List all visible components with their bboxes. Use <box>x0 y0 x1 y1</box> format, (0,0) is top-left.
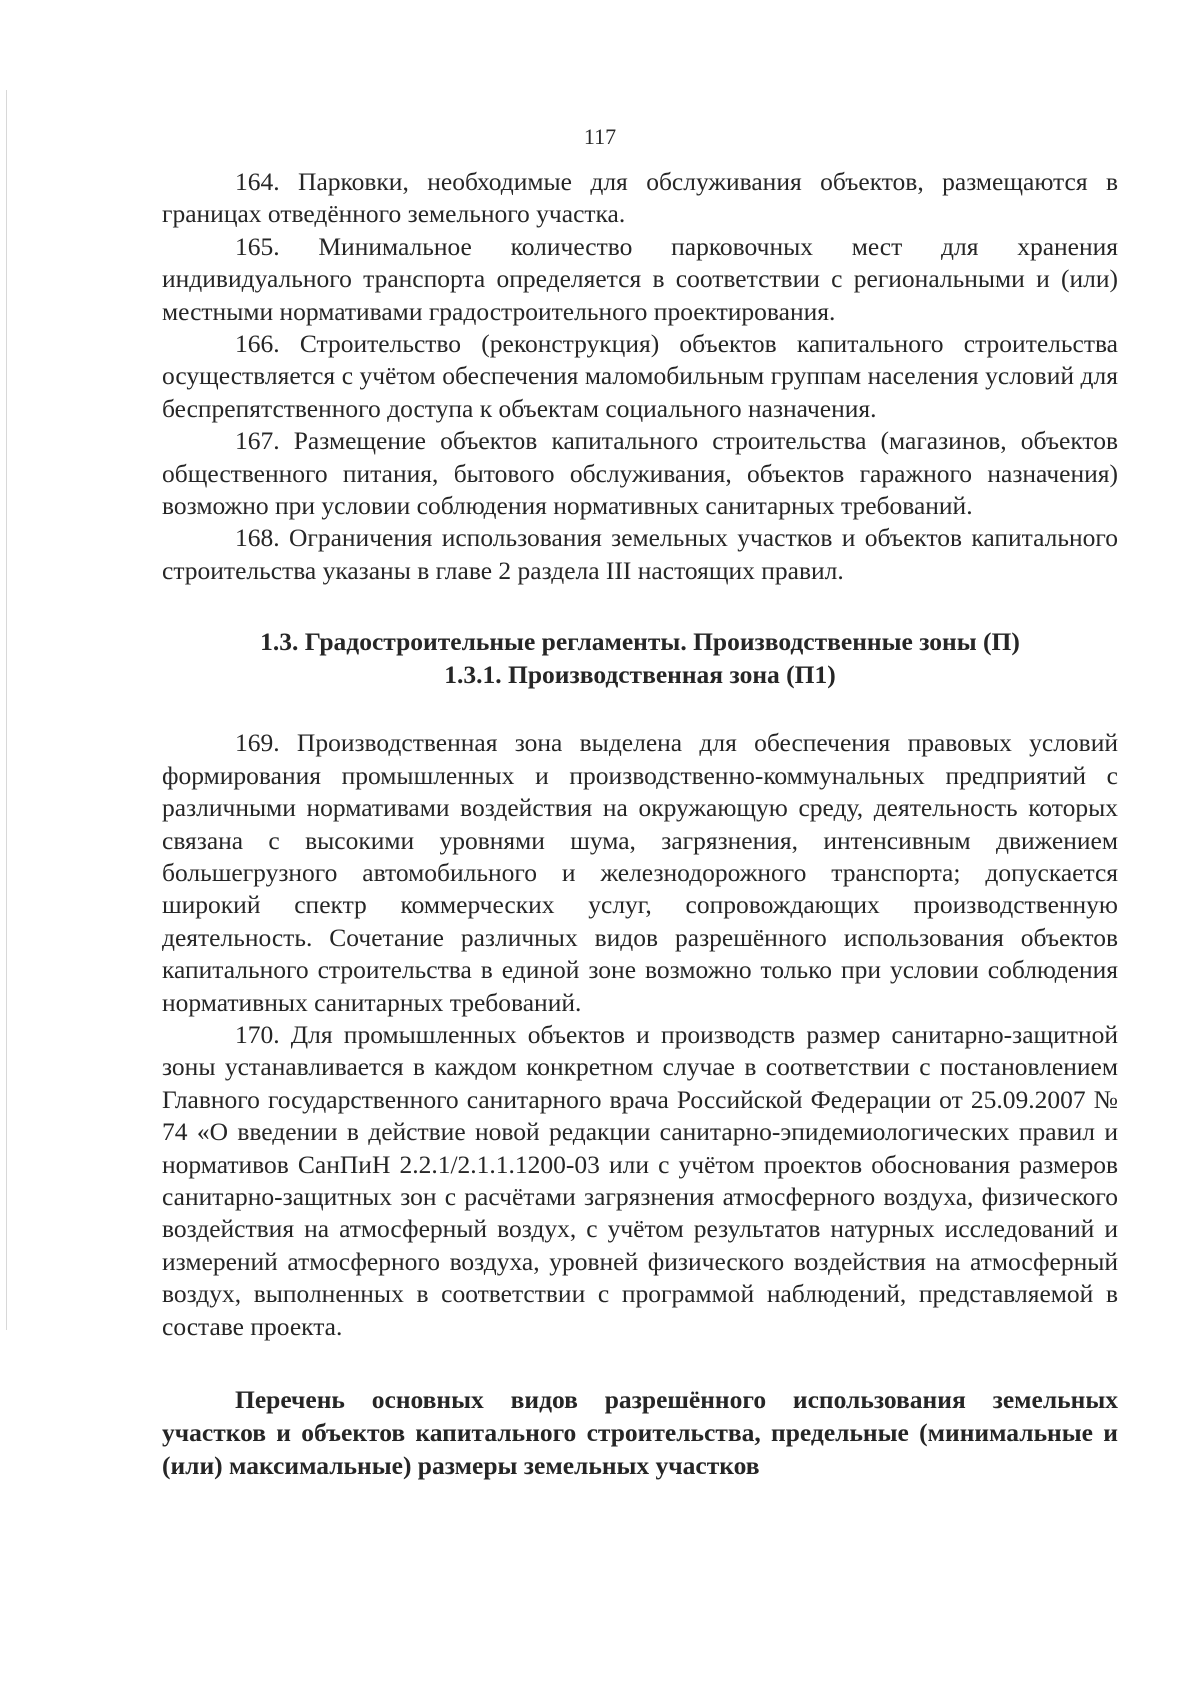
paragraph-168: 168. Ограничения использования земельных участков и объектов капитального строительства указаны в главе 2 раздела III настоящих правил. <box>162 523 1118 585</box>
page-number: 117 <box>583 124 617 149</box>
heading-spacer <box>162 691 1118 727</box>
document-body <box>162 166 1118 1482</box>
section-heading-line-1: 1.3. Градостроительные регламенты. Производственные зоны (П) <box>260 627 1020 657</box>
paragraph-165: 165. Минимальное количество парковочных мест для хранения индивидуального транспорта определяется в соответствии с региональными и (или) местными нормативами градостроительного проектирования. <box>162 231 1118 326</box>
paragraph-164: 164. Парковки, необходимые для обслуживания объектов, размещаются в границах отведённого земельного участка. <box>162 167 1118 229</box>
paragraph-169: 169. Производственная зона выделена для обеспечения правовых условий формирования промышленных и производственно-коммунальных предприятий с различными нормативами воздействия на окружающую среду, деятельность которых связана с высокими уровнями шума, загрязнения, интенсивным движением большегрузного автомобильного и железнодорожного транспорта; допускается широкий спектр коммерческих услуг, сопровождающих производственную деятельность. Сочетание различных видов разрешённого использования объектов капитального строительства в единой зоне возможно только при условии соблюдения нормативных санитарных требований. <box>162 728 1118 1017</box>
scan-margin-line <box>6 90 7 1330</box>
section-heading <box>162 625 1118 691</box>
paragraph-167: 167. Размещение объектов капитального строительства (магазинов, объектов общественного питания, бытового обслуживания, объектов гаражного назначения) возможно при условии соблюдения нормативных санитарных требований. <box>162 426 1118 521</box>
section-heading-line-2: 1.3.1. Производственная зона (П1) <box>444 660 836 690</box>
paragraph-170: 170. Для промышленных объектов и производств размер санитарно-защитной зоны устанавливается в каждом конкретном случае в соответствии с постановлением Главного государственного санитарного врача Российской Федерации от 25.09.2007 № 74 «О введении в действие новой редакции санитарно-эпидемиологических правил и нормативов СанПиН 2.2.1/2.1.1.1200-03 или с учётом проектов обоснования размеров санитарно-защитных зон с расчётами загрязнения атмосферного воздуха, физического воздействия на атмосферный воздух, с учётом результатов натурных исследований и измерений атмосферного воздуха, уровней физического воздействия на атмосферный воздух, выполненных в соответствии с программой наблюдений, представляемой в составе проекта. <box>162 1019 1118 1341</box>
list-heading: Перечень основных видов разрешённого использования земельных участков и объектов капитального строительства, предельные (минимальные и (или) максимальные) размеры земельных участков <box>162 1385 1118 1480</box>
paragraph-166: 166. Строительство (реконструкция) объектов капитального строительства осуществляется с учётом обеспечения маломобильным группам населения условий для беспрепятственного доступа к объектам социального назначения. <box>162 329 1118 423</box>
